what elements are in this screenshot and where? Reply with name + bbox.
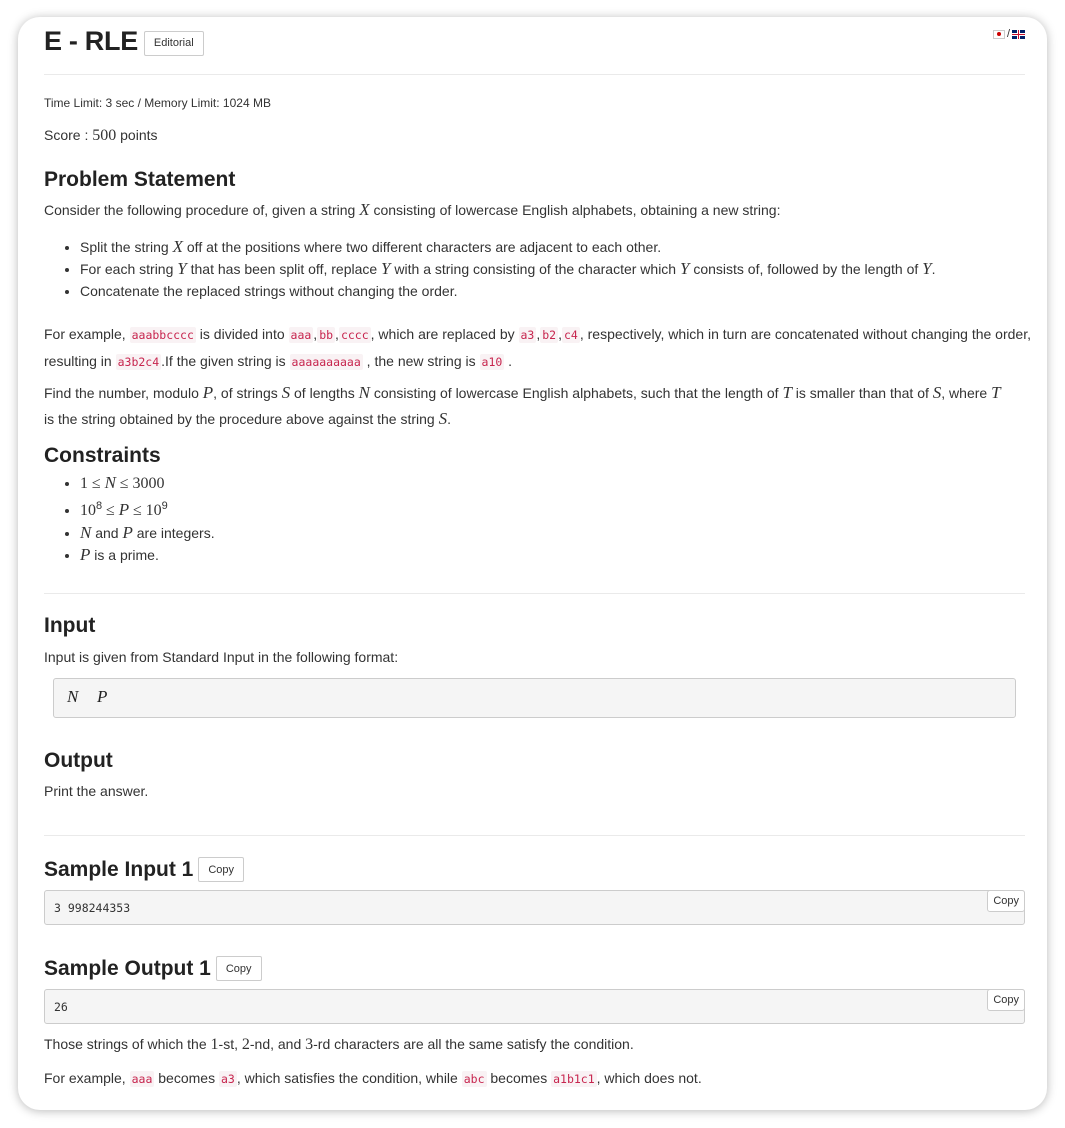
list-item: • P is a prime. <box>80 544 1047 566</box>
list-item: • For each string Y that has been split off, replace Y with a string consisting of the character which Y consists of, followed by the length of Y. <box>80 258 1047 280</box>
sample-output-header <box>44 956 262 981</box>
sample-explanation-1: Those strings of which the 1-st, 2-nd, and 3-rd characters are all the same satisfy the condition. <box>44 1036 634 1053</box>
format-var-p: P <box>97 687 108 706</box>
sample-input-heading: Sample Input 1 <box>44 857 194 881</box>
list-item: • Split the string X off at the positions where two different characters are adjacent to each other. <box>80 236 1047 258</box>
format-var-n: N <box>67 687 79 706</box>
sample-output-heading: Sample Output 1 <box>44 956 211 980</box>
problem-card <box>18 17 1047 1110</box>
sample-output-copy-button[interactable]: Copy <box>216 956 262 981</box>
problem-intro: Consider the following procedure of, given a string X consisting of lowercase English alphabets, obtaining a new string: <box>44 200 781 219</box>
score-line: Score : 500 points <box>44 127 158 144</box>
sample-input-box[interactable] <box>44 890 1025 925</box>
sample-explanation-2: For example, aaa becomes a3 , which satisfies the condition, while abc becomes a1b1c1 , which does not. <box>44 1070 702 1086</box>
list-item: • Concatenate the replaced strings without changing the order. <box>80 280 1047 302</box>
english-flag-icon[interactable] <box>1012 30 1025 39</box>
limits-text: Time Limit: 3 sec / Memory Limit: 1024 MB <box>44 96 271 110</box>
sample-input-header <box>44 857 244 882</box>
constraints-heading: Constraints <box>44 444 161 467</box>
score-value: 500 <box>92 127 117 144</box>
output-heading: Output <box>44 749 113 772</box>
editorial-button[interactable]: Editorial <box>144 31 204 56</box>
procedure-list <box>44 236 1047 302</box>
page-title: E - RLE <box>44 25 138 56</box>
input-format-box <box>53 678 1016 718</box>
input-text: Input is given from Standard Input in the following format: <box>44 649 399 665</box>
language-separator: / <box>1006 28 1010 40</box>
divider <box>44 835 1025 836</box>
constraints-list <box>44 472 1047 566</box>
list-item: • 1 ≤ N ≤ 3000 <box>80 472 1047 495</box>
sample-output-inline-copy-button[interactable]: Copy <box>987 989 1025 1011</box>
example-paragraph: For example, aaabbcccc is divided into aaa , bb , cccc , which are replaced by a3 , b2 , c4 , respectively, which in turn are concatenated without changing the order, resulting in a3b2c4 .If the given string is aaaaaaaaaa , the new string is a10 . <box>44 326 1031 369</box>
problem-statement-heading: Problem Statement <box>44 168 236 191</box>
sample-input-content: 3 998244353 <box>54 901 131 915</box>
divider <box>44 593 1025 594</box>
list-item: • N and P are integers. <box>80 522 1047 544</box>
sample-output-content: 26 <box>54 1000 68 1014</box>
sample-input-inline-copy-button[interactable]: Copy <box>987 890 1025 912</box>
find-paragraph: Find the number, modulo P, of strings S of lengths N consisting of lowercase English alphabets, such that the length of T is smaller than that of S, where T is the string obtained by the procedure above against the string S. <box>44 383 1001 428</box>
input-heading: Input <box>44 614 96 637</box>
language-switcher <box>993 28 1025 40</box>
japanese-flag-icon[interactable] <box>993 30 1005 39</box>
output-text: Print the answer. <box>44 783 149 799</box>
sample-input-copy-button[interactable]: Copy <box>198 857 244 882</box>
sample-output-box[interactable] <box>44 989 1025 1024</box>
divider <box>44 74 1025 75</box>
list-item: • $10^8 \le P \le 10^9$ <box>80 495 1047 522</box>
title-row <box>44 25 204 57</box>
